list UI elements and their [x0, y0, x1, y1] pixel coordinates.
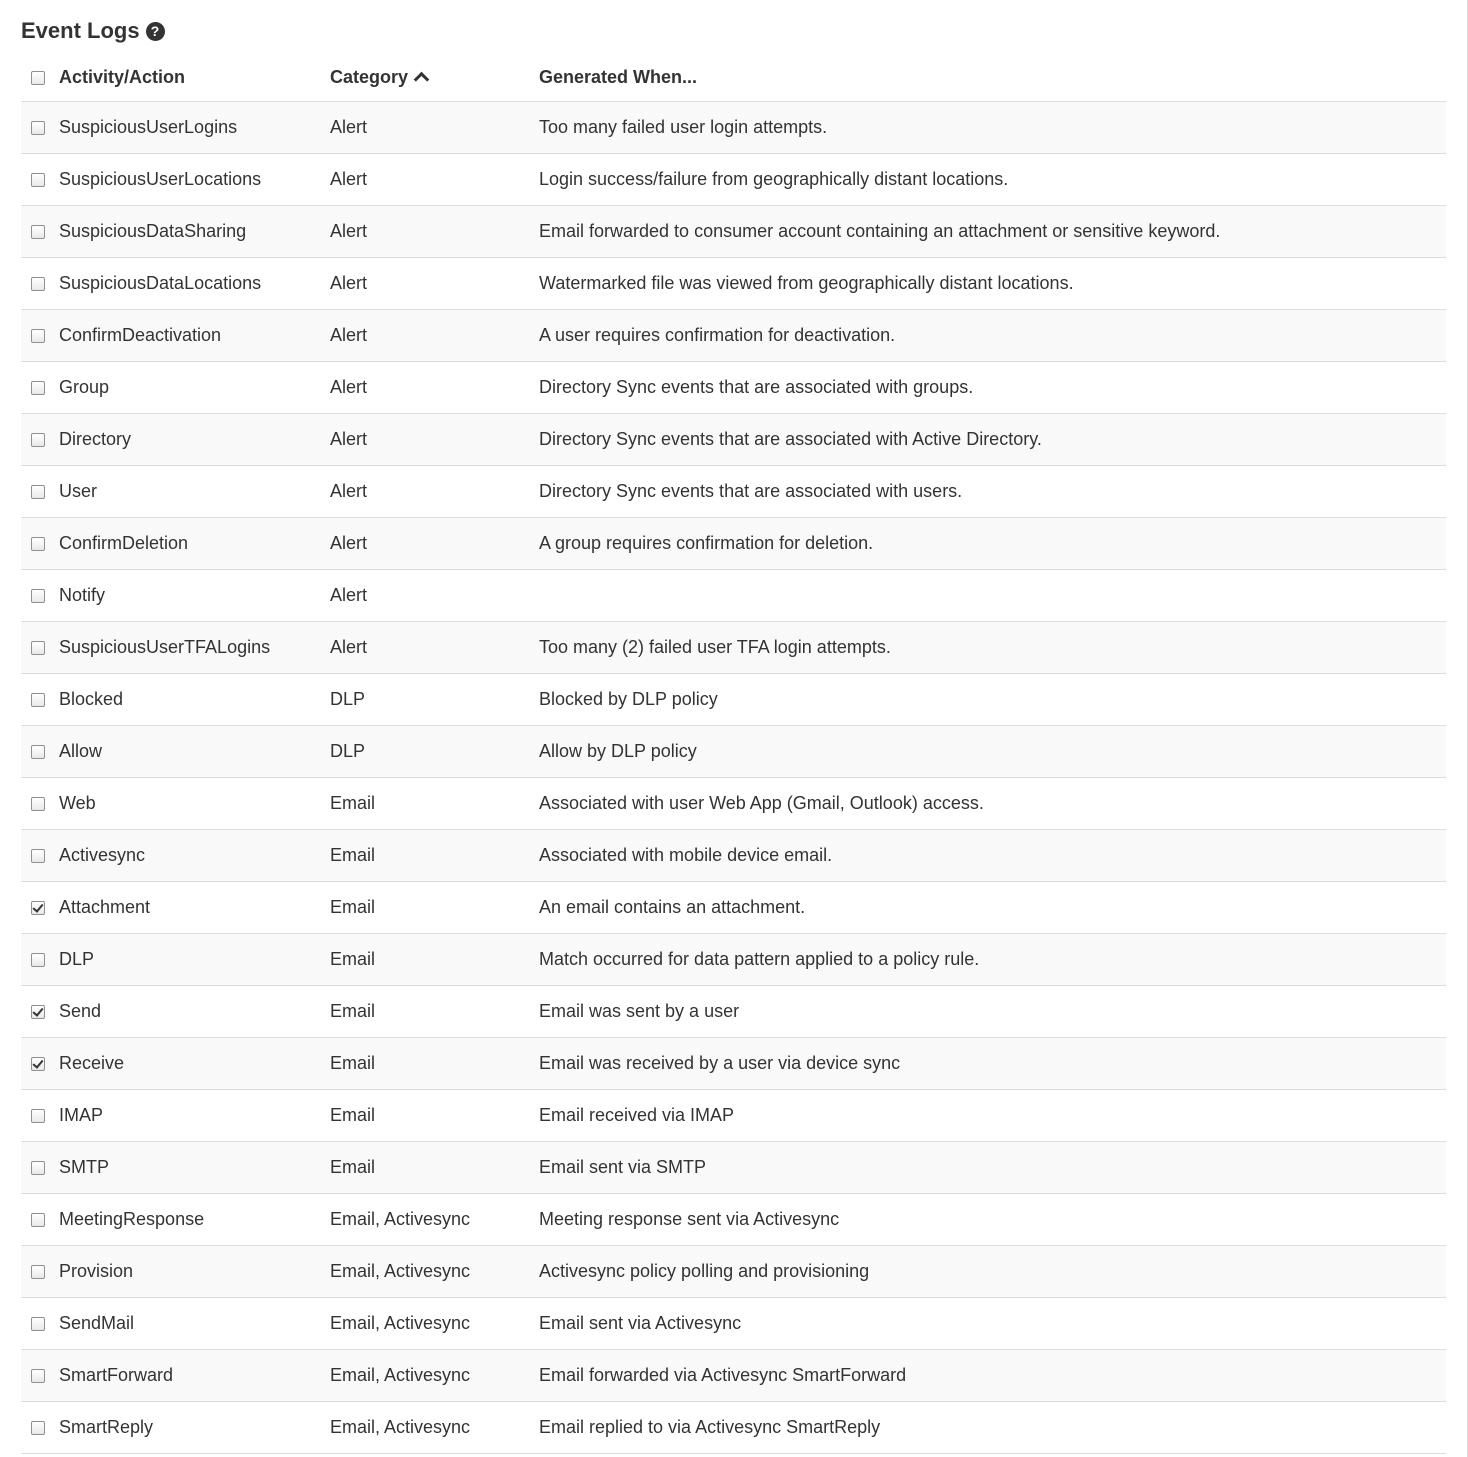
chevron-up-icon — [414, 71, 430, 87]
row-checkbox[interactable] — [31, 329, 45, 343]
row-checkbox[interactable] — [31, 381, 45, 395]
activity-cell: SuspiciousUserTFALogins — [59, 622, 330, 674]
table-row[interactable] — [21, 518, 1446, 570]
category-cell: Alert — [330, 102, 539, 154]
row-checkbox-cell — [21, 1298, 59, 1350]
description-cell: Associated with user Web App (Gmail, Outlook) access. — [539, 778, 1446, 830]
table-row[interactable] — [21, 206, 1446, 258]
table-row[interactable] — [21, 362, 1446, 414]
row-checkbox[interactable] — [31, 225, 45, 239]
activity-cell: Attachment — [59, 882, 330, 934]
category-cell: Email — [330, 882, 539, 934]
description-cell: A user requires confirmation for deactivation. — [539, 310, 1446, 362]
page-title: Event Logs — [21, 18, 140, 43]
table-row[interactable] — [21, 1246, 1446, 1298]
page-header — [21, 14, 165, 48]
row-checkbox-cell — [21, 778, 59, 830]
table-row[interactable] — [21, 674, 1446, 726]
row-checkbox[interactable] — [31, 1213, 45, 1227]
activity-cell: Activesync — [59, 830, 330, 882]
row-checkbox-cell — [21, 830, 59, 882]
activity-cell: SuspiciousUserLocations — [59, 154, 330, 206]
row-checkbox-cell — [21, 518, 59, 570]
activity-cell: SuspiciousDataSharing — [59, 206, 330, 258]
row-checkbox-cell — [21, 414, 59, 466]
category-cell: Alert — [330, 362, 539, 414]
category-cell: Alert — [330, 570, 539, 622]
description-cell: Too many failed user login attempts. — [539, 102, 1446, 154]
category-cell: Email, Activesync — [330, 1402, 539, 1454]
table-row[interactable] — [21, 570, 1446, 622]
category-cell: Email — [330, 778, 539, 830]
row-checkbox[interactable] — [31, 277, 45, 291]
category-cell: Alert — [330, 206, 539, 258]
column-header-category[interactable] — [330, 53, 539, 102]
table-row[interactable] — [21, 1038, 1446, 1090]
category-cell: Email — [330, 830, 539, 882]
row-checkbox[interactable] — [31, 433, 45, 447]
activity-cell: ConfirmDeletion — [59, 518, 330, 570]
table-row[interactable] — [21, 310, 1446, 362]
table-row[interactable] — [21, 1298, 1446, 1350]
activity-cell: IMAP — [59, 1090, 330, 1142]
row-checkbox-cell — [21, 362, 59, 414]
table-row[interactable] — [21, 1194, 1446, 1246]
description-cell: Login success/failure from geographically distant locations. — [539, 154, 1446, 206]
activity-cell: User — [59, 466, 330, 518]
select-all-cell — [21, 53, 59, 102]
row-checkbox[interactable] — [31, 849, 45, 863]
row-checkbox[interactable] — [31, 953, 45, 967]
activity-cell: Blocked — [59, 674, 330, 726]
description-cell: Associated with mobile device email. — [539, 830, 1446, 882]
activity-cell: Allow — [59, 726, 330, 778]
row-checkbox[interactable] — [31, 901, 45, 915]
row-checkbox-cell — [21, 1194, 59, 1246]
table-row[interactable] — [21, 986, 1446, 1038]
description-cell: Email forwarded via Activesync SmartForward — [539, 1350, 1446, 1402]
description-cell — [539, 570, 1446, 622]
row-checkbox-cell — [21, 206, 59, 258]
row-checkbox[interactable] — [31, 1369, 45, 1383]
activity-cell: MeetingResponse — [59, 1194, 330, 1246]
row-checkbox[interactable] — [31, 1265, 45, 1279]
description-cell: Meeting response sent via Activesync — [539, 1194, 1446, 1246]
activity-cell: Provision — [59, 1246, 330, 1298]
category-cell: Alert — [330, 466, 539, 518]
description-cell: An email contains an attachment. — [539, 882, 1446, 934]
table-row[interactable] — [21, 154, 1446, 206]
row-checkbox[interactable] — [31, 745, 45, 759]
category-cell: Email — [330, 1038, 539, 1090]
table-row[interactable] — [21, 622, 1446, 674]
row-checkbox[interactable] — [31, 641, 45, 655]
activity-cell: Directory — [59, 414, 330, 466]
table-row[interactable] — [21, 466, 1446, 518]
table-row[interactable] — [21, 1402, 1446, 1454]
row-checkbox-cell — [21, 674, 59, 726]
row-checkbox[interactable] — [31, 173, 45, 187]
activity-cell: DLP — [59, 934, 330, 986]
category-cell: Alert — [330, 258, 539, 310]
category-cell: Alert — [330, 310, 539, 362]
row-checkbox-cell — [21, 1350, 59, 1402]
category-cell: Email, Activesync — [330, 1194, 539, 1246]
activity-cell: SMTP — [59, 1142, 330, 1194]
select-all-checkbox[interactable] — [31, 71, 45, 85]
description-cell: Activesync policy polling and provisioning — [539, 1246, 1446, 1298]
activity-cell: Send — [59, 986, 330, 1038]
description-cell: Email forwarded to consumer account containing an attachment or sensitive keyword. — [539, 206, 1446, 258]
row-checkbox-cell — [21, 986, 59, 1038]
activity-cell: SuspiciousDataLocations — [59, 258, 330, 310]
table-body — [21, 102, 1446, 1454]
row-checkbox[interactable] — [31, 121, 45, 135]
row-checkbox-cell — [21, 726, 59, 778]
activity-cell: ConfirmDeactivation — [59, 310, 330, 362]
category-cell: Email — [330, 986, 539, 1038]
table-row[interactable] — [21, 778, 1446, 830]
row-checkbox[interactable] — [31, 1109, 45, 1123]
description-cell: Email was received by a user via device sync — [539, 1038, 1446, 1090]
row-checkbox[interactable] — [31, 1057, 45, 1071]
row-checkbox-cell — [21, 1246, 59, 1298]
row-checkbox[interactable] — [31, 589, 45, 603]
description-cell: Directory Sync events that are associated with Active Directory. — [539, 414, 1446, 466]
row-checkbox-cell — [21, 1402, 59, 1454]
description-cell: Email replied to via Activesync SmartReply — [539, 1402, 1446, 1454]
category-cell: Email — [330, 934, 539, 986]
category-cell: Alert — [330, 622, 539, 674]
category-cell: Alert — [330, 518, 539, 570]
row-checkbox[interactable] — [31, 693, 45, 707]
table-row[interactable] — [21, 882, 1446, 934]
category-cell: Email, Activesync — [330, 1298, 539, 1350]
description-cell: Allow by DLP policy — [539, 726, 1446, 778]
row-checkbox-cell — [21, 102, 59, 154]
description-cell: Directory Sync events that are associated with users. — [539, 466, 1446, 518]
activity-cell: Receive — [59, 1038, 330, 1090]
table-row[interactable] — [21, 934, 1446, 986]
row-checkbox-cell — [21, 1142, 59, 1194]
activity-cell: SmartReply — [59, 1402, 330, 1454]
row-checkbox-cell — [21, 570, 59, 622]
column-header-activity[interactable]: Activity/Action — [59, 53, 330, 102]
row-checkbox-cell — [21, 466, 59, 518]
column-header-description[interactable]: Generated When... — [539, 53, 1446, 102]
description-cell: Blocked by DLP policy — [539, 674, 1446, 726]
table-row[interactable] — [21, 1142, 1446, 1194]
column-header-category-label: Category — [330, 66, 409, 87]
description-cell: Too many (2) failed user TFA login attempts. — [539, 622, 1446, 674]
table-row[interactable] — [21, 1350, 1446, 1402]
row-checkbox[interactable] — [31, 1421, 45, 1435]
row-checkbox[interactable] — [31, 1161, 45, 1175]
description-cell: Watermarked file was viewed from geographically distant locations. — [539, 258, 1446, 310]
table-row[interactable] — [21, 258, 1446, 310]
description-cell: Directory Sync events that are associated with groups. — [539, 362, 1446, 414]
row-checkbox-cell — [21, 1038, 59, 1090]
description-cell: Email received via IMAP — [539, 1090, 1446, 1142]
row-checkbox[interactable] — [31, 797, 45, 811]
row-checkbox[interactable] — [31, 1317, 45, 1331]
activity-cell: Web — [59, 778, 330, 830]
table-row[interactable] — [21, 414, 1446, 466]
category-cell: Email — [330, 1142, 539, 1194]
description-cell: A group requires confirmation for deletion. — [539, 518, 1446, 570]
category-cell: Alert — [330, 414, 539, 466]
row-checkbox[interactable] — [31, 485, 45, 499]
row-checkbox-cell — [21, 934, 59, 986]
description-cell: Email was sent by a user — [539, 986, 1446, 1038]
category-cell: Alert — [330, 154, 539, 206]
table-header-row — [21, 53, 1446, 102]
event-logs-table — [21, 53, 1446, 1454]
table-row[interactable] — [21, 102, 1446, 154]
row-checkbox-cell — [21, 622, 59, 674]
table-row[interactable] — [21, 726, 1446, 778]
activity-cell: SendMail — [59, 1298, 330, 1350]
row-checkbox-cell — [21, 1090, 59, 1142]
row-checkbox-cell — [21, 154, 59, 206]
description-cell: Match occurred for data pattern applied to a policy rule. — [539, 934, 1446, 986]
row-checkbox-cell — [21, 258, 59, 310]
category-cell: DLP — [330, 674, 539, 726]
activity-cell: Notify — [59, 570, 330, 622]
category-cell: Email — [330, 1090, 539, 1142]
row-checkbox[interactable] — [31, 1005, 45, 1019]
row-checkbox-cell — [21, 882, 59, 934]
table-row[interactable] — [21, 1090, 1446, 1142]
question-circle-icon[interactable]: ? — [146, 22, 165, 41]
category-cell: Email, Activesync — [330, 1350, 539, 1402]
activity-cell: SmartForward — [59, 1350, 330, 1402]
description-cell: Email sent via Activesync — [539, 1298, 1446, 1350]
activity-cell: Group — [59, 362, 330, 414]
category-cell: Email, Activesync — [330, 1246, 539, 1298]
row-checkbox-cell — [21, 310, 59, 362]
activity-cell: SuspiciousUserLogins — [59, 102, 330, 154]
category-cell: DLP — [330, 726, 539, 778]
row-checkbox[interactable] — [31, 537, 45, 551]
table-row[interactable] — [21, 830, 1446, 882]
description-cell: Email sent via SMTP — [539, 1142, 1446, 1194]
